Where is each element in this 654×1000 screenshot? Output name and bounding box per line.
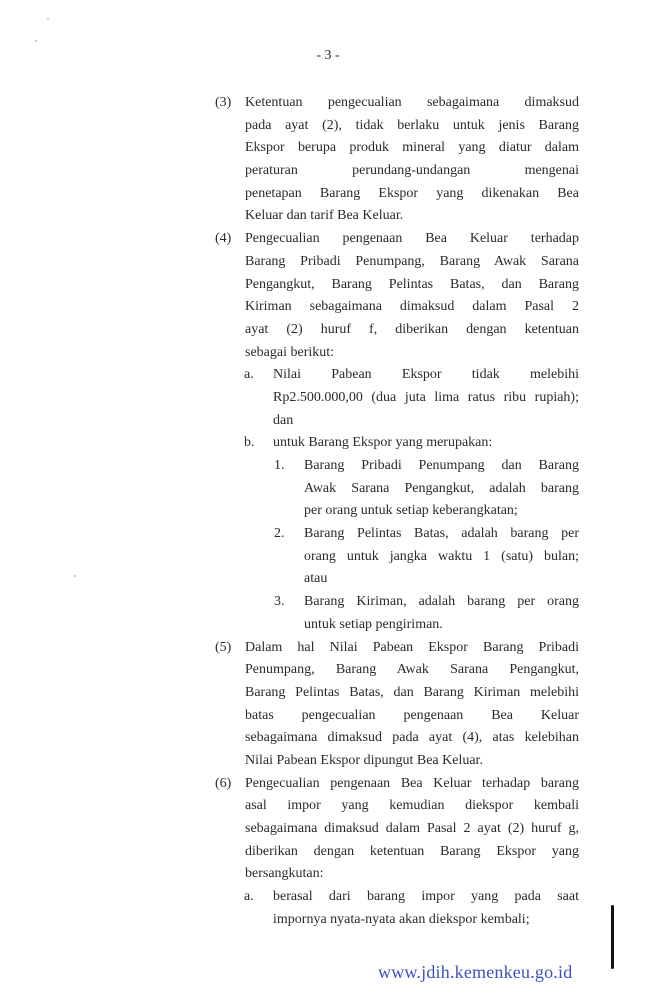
text-line: Pengecualian pengenaan Bea Keluar terhadap — [245, 231, 579, 247]
text-line: per orang untuk setiap keberangkatan; — [304, 503, 518, 519]
paragraph-ayat — [0, 92, 654, 228]
text-line: berasal dari barang impor yang pada saat — [273, 889, 579, 905]
text-line: Ketentuan pengecualian sebagaimana dimaksud — [245, 95, 579, 110]
item-label: (6) — [215, 775, 232, 791]
text-line: Pengangkut, Barang Pelintas Batas, dan Barang — [245, 276, 579, 292]
text-line: Barang Kiriman, adalah barang per orang — [304, 594, 579, 610]
text-line: bersangkutan: — [245, 866, 324, 882]
list-item-letter — [0, 886, 654, 931]
list-item-number — [0, 523, 654, 591]
text-line: Rp2.500.000,00 (dua juta lima ratus ribu rupiah); — [273, 389, 579, 405]
text-line: Barang Pribadi Penumpang dan Barang — [304, 458, 579, 473]
text-line: untuk Barang Ekspor yang merupakan: — [273, 435, 493, 451]
item-label: a. — [244, 367, 254, 383]
item-label: 3. — [274, 594, 285, 610]
text-line: Barang Pelintas Batas, adalah barang per — [304, 526, 579, 542]
text-line: peraturan perundang-undangan mengenai — [245, 163, 579, 179]
paragraph-ayat — [0, 773, 654, 886]
text-line: ayat (2) huruf f, diberikan dengan ketentuan — [245, 321, 579, 337]
list-item-letter — [0, 432, 654, 455]
paragraph-ayat — [0, 228, 654, 364]
item-label: (3) — [215, 95, 232, 110]
text-line: batas pengecualian pengenaan Bea Keluar — [245, 707, 579, 723]
signature-mark — [611, 905, 614, 969]
list-item-number — [0, 591, 654, 636]
footer-url-link[interactable]: www.jdih.kemenkeu.go.id — [378, 962, 573, 982]
text-line: Dalam hal Nilai Pabean Ekspor Barang Pribadi — [245, 639, 579, 655]
text-line: Nilai Pabean Ekspor dipungut Bea Keluar. — [245, 752, 483, 768]
item-label: a. — [244, 889, 254, 905]
text-line: sebagai berikut: — [245, 344, 335, 360]
item-label: (5) — [215, 639, 232, 655]
item-label: b. — [244, 435, 255, 451]
item-label: 2. — [274, 526, 285, 542]
text-line: sebagaimana dimaksud dalam Pasal 2 ayat (2) huruf g, — [245, 821, 579, 836]
text-line: Nilai Pabean Ekspor tidak melebihi — [273, 367, 579, 383]
text-line: Kiriman sebagaimana dimaksud dalam Pasal 2 — [245, 299, 579, 315]
scan-speck — [35, 40, 37, 42]
scan-speck — [74, 575, 76, 577]
page-number: - 3 - — [316, 48, 340, 63]
text-line: untuk setiap pengiriman. — [304, 616, 443, 632]
text-line: Barang Pelintas Batas, dan Barang Kiriman melebihi — [245, 684, 579, 700]
text-line: Penumpang, Barang Awak Sarana Pengangkut, — [245, 662, 579, 678]
scan-speck — [47, 18, 49, 20]
text-line: sebagaimana dimaksud pada ayat (4), atas kelebihan — [245, 730, 579, 746]
text-line: pada ayat (2), tidak berlaku untuk jenis Barang — [245, 117, 579, 133]
text-line: orang untuk jangka waktu 1 (satu) bulan; — [304, 548, 579, 564]
text-line: Ekspor berupa produk mineral yang diatur dalam — [245, 140, 579, 156]
item-label: (4) — [215, 231, 232, 247]
list-item-letter — [0, 364, 654, 432]
text-line: Keluar dan tarif Bea Keluar. — [245, 208, 404, 224]
document-body — [0, 92, 654, 931]
list-item-number — [0, 455, 654, 523]
text-line: penetapan Barang Ekspor yang dikenakan Bea — [245, 185, 579, 201]
text-line: Pengecualian pengenaan Bea Keluar terhadap barang — [245, 775, 579, 791]
paragraph-ayat — [0, 637, 654, 773]
text-line: asal impor yang kemudian diekspor kembali — [245, 798, 579, 814]
text-line: atau — [304, 571, 328, 587]
text-line: Awak Sarana Pengangkut, adalah barang — [304, 480, 579, 496]
text-line: Barang Pribadi Penumpang, Barang Awak Sarana — [245, 253, 579, 269]
text-line: diberikan dengan ketentuan Barang Ekspor yang — [245, 843, 579, 859]
text-line: impornya nyata-nyata akan diekspor kembali; — [273, 911, 530, 927]
item-label: 1. — [274, 458, 285, 473]
text-line: dan — [273, 412, 294, 428]
